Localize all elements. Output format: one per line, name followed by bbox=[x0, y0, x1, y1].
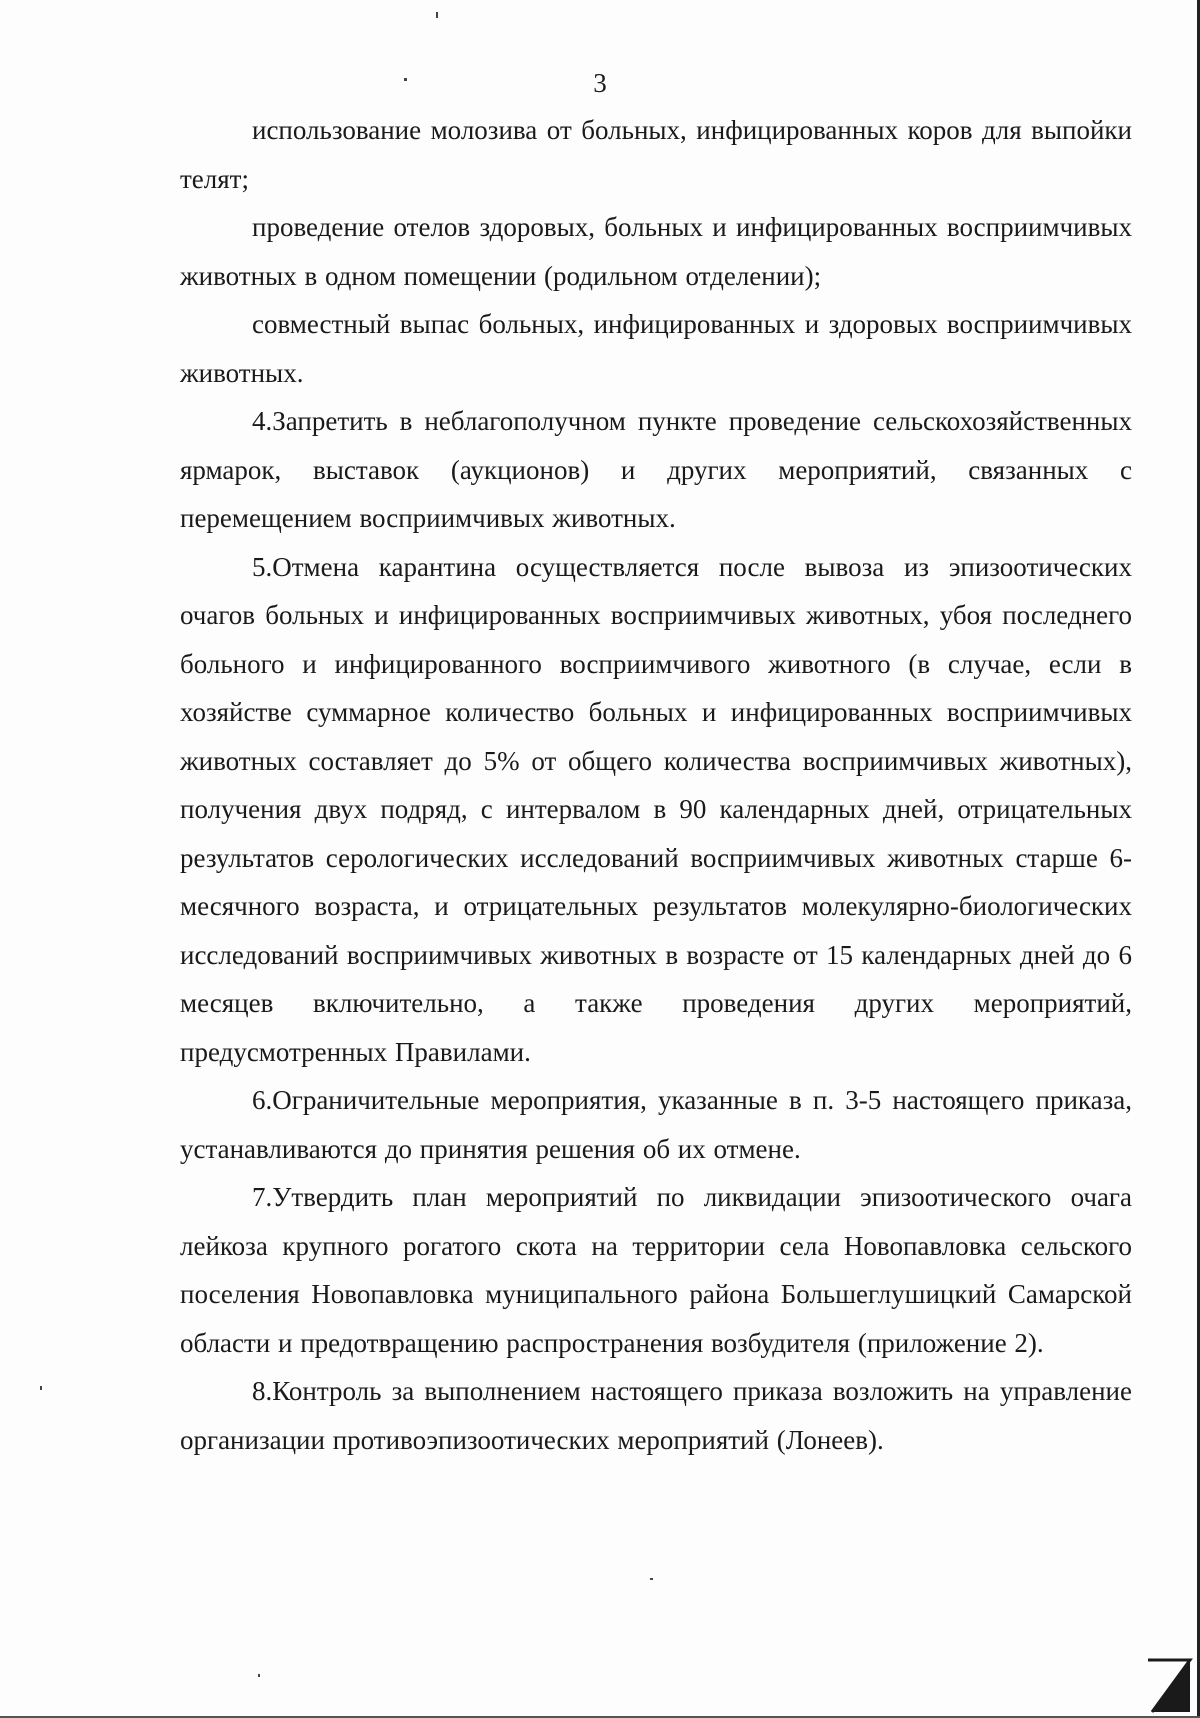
scan-speck bbox=[258, 1674, 260, 1677]
paragraph-colostrum: использование молозива от больных, инфицированных коров для выпойки телят; bbox=[180, 115, 1132, 194]
paragraph-grazing: совместный выпас больных, инфицированных и здоровых восприимчивых животных. bbox=[180, 309, 1132, 388]
paragraph-item-6: 6.Ограничительные мероприятия, указанные в п. 3-5 настоящего приказа, устанавливаются до принятия решения об их отмене. bbox=[180, 1085, 1132, 1164]
paragraph-item-4: 4.Запретить в неблагополучном пункте проведение сельскохозяйственных ярмарок, выставок (аукционов) и других мероприятий, связанных с перемещением восприимчивых животных. bbox=[180, 406, 1132, 533]
scan-speck bbox=[404, 78, 407, 81]
scan-speck bbox=[650, 1578, 653, 1580]
page-number: 3 bbox=[593, 68, 607, 98]
scan-speck bbox=[436, 12, 438, 18]
paragraph-calving: проведение отелов здоровых, больных и инфицированных восприимчивых животных в одном помещении (родильном отделении); bbox=[180, 212, 1132, 291]
page-corner-mark-icon bbox=[1146, 1658, 1194, 1714]
document-body bbox=[180, 106, 1132, 1464]
paragraph-item-5: 5.Отмена карантина осуществляется после вывоза из эпизоотических очагов больных и инфицированных восприимчивых животных, убоя последнего больного и инфицированного восприимчивого животного (в случае, если в хозяйстве суммарное количество больных и инфицированных восприимчивых животных составляет до 5% от общего количества восприимчивых животных), получения двух подряд, с интервалом в 90 календарных дней, отрицательных результатов серологических исследований восприимчивых животных старше 6-месячного возраста, и отрицательных результатов молекулярно-биологических исследований восприимчивых животных в возрасте от 15 календарных дней до 6 месяцев включительно, а также проведения других мероприятий, предусмотренных Правилами. bbox=[180, 551, 1132, 1067]
paragraph-item-7: 7.Утвердить план мероприятий по ликвидации эпизоотического очага лейкоза крупного рогатого скота на территории села Новопавловка сельского поселения Новопавловка муниципального района Большеглушицкий Самарской области и предотвращению распространения возбудителя (приложение 2). bbox=[180, 1182, 1132, 1358]
scan-speck bbox=[40, 1386, 42, 1390]
paragraph-item-8: 8.Контроль за выполнением настоящего приказа возложить на управление организации противоэпизоотических мероприятий (Лонеев). bbox=[180, 1376, 1132, 1455]
